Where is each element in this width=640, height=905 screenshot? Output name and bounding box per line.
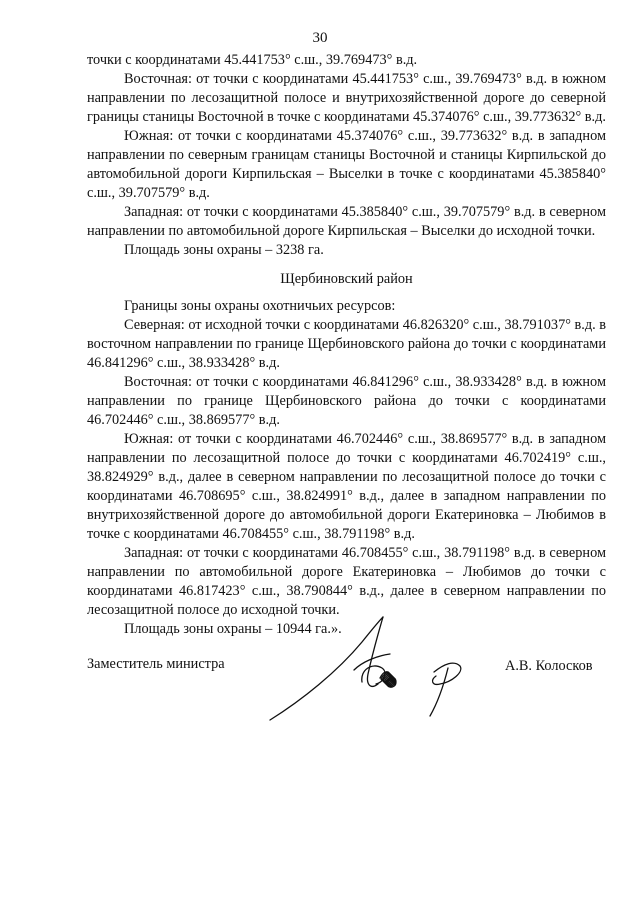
paragraph-continuation: точки с координатами 45.441753° с.ш., 39.769473° в.д. [87, 52, 418, 68]
paragraph-area-2: Площадь зоны охраны – 10944 га.». [124, 621, 342, 637]
document-body [87, 51, 606, 639]
paragraph-north-border-2: Северная: от исходной точки с координатами 46.826320° с.ш., 38.791037° в.д. в восточном направлении по границе Щербиновского района до точки с координатами 46.841296° с.ш., 38.933428° в.д. [87, 317, 607, 371]
page-number: 30 [312, 30, 328, 46]
paragraph-south-border-1: Южная: от точки с координатами 45.374076° с.ш., 39.773632° в.д. в западном направлении по северным границам станицы Восточной и станицы Кирпильской до автомобильной дороги Кирпильская – Выселки в точке с координатами 45.385840° с.ш., 39.707579° в.д. [87, 128, 606, 201]
paragraph-east-border-1: Восточная: от точки с координатами 45.441753° с.ш., 39.769473° в.д. в южном направлении по лесозащитной полосе и внутрихозяйственной дороге до северной границы станицы Восточной в точке с координатами 45.374076° с.ш., 39.773632° в.д. [87, 71, 606, 125]
paragraph-west-border-1: Западная: от точки с координатами 45.385840° с.ш., 39.707579° в.д. в северном направлении по автомобильной дороге Кирпильская – Выселки до исходной точки. [87, 204, 606, 239]
section-heading: Щербиновский район [280, 271, 413, 287]
signature-image [262, 612, 472, 724]
paragraph-west-border-2: Западная: от точки с координатами 46.708455° с.ш., 38.791198° в.д. в северном направлении по автомобильной дороге Екатериновка – Любимов до точки с координатами 46.817423° с.ш., 38.790844° в.д., далее в северном направлении по лесозащитной полосе до исходной точки. [87, 545, 606, 618]
paragraph-south-border-2: Южная: от точки с координатами 46.702446° с.ш., 38.869577° в.д. в западном направлении по лесозащитной полосе до точки с координатами 46.702419° с.ш., 38.824929° в.д., далее в северном направлении по лесозащитной полосе до точки с координатами 46.708695° с.ш., 38.824991° в.д., далее в западном направлении по внутрихозяйственной дороге до автомобильной дороги Екатериновка – Любимов в точке с координатами 46.708455° с.ш., 38.791198° в.д. [87, 431, 606, 542]
paragraph-borders-intro: Границы зоны охраны охотничьих ресурсов: [124, 298, 396, 314]
signatory-title: Заместитель министра [87, 656, 225, 672]
paragraph-east-border-2: Восточная: от точки с координатами 46.841296° с.ш., 38.933428° в.д. в южном направлении по границе Щербиновского района до точки с координатами 46.702446° с.ш., 38.869577° в.д. [87, 374, 606, 428]
paragraph-area-1: Площадь зоны охраны – 3238 га. [124, 242, 324, 258]
signatory-name: А.В. Колосков [505, 658, 593, 674]
